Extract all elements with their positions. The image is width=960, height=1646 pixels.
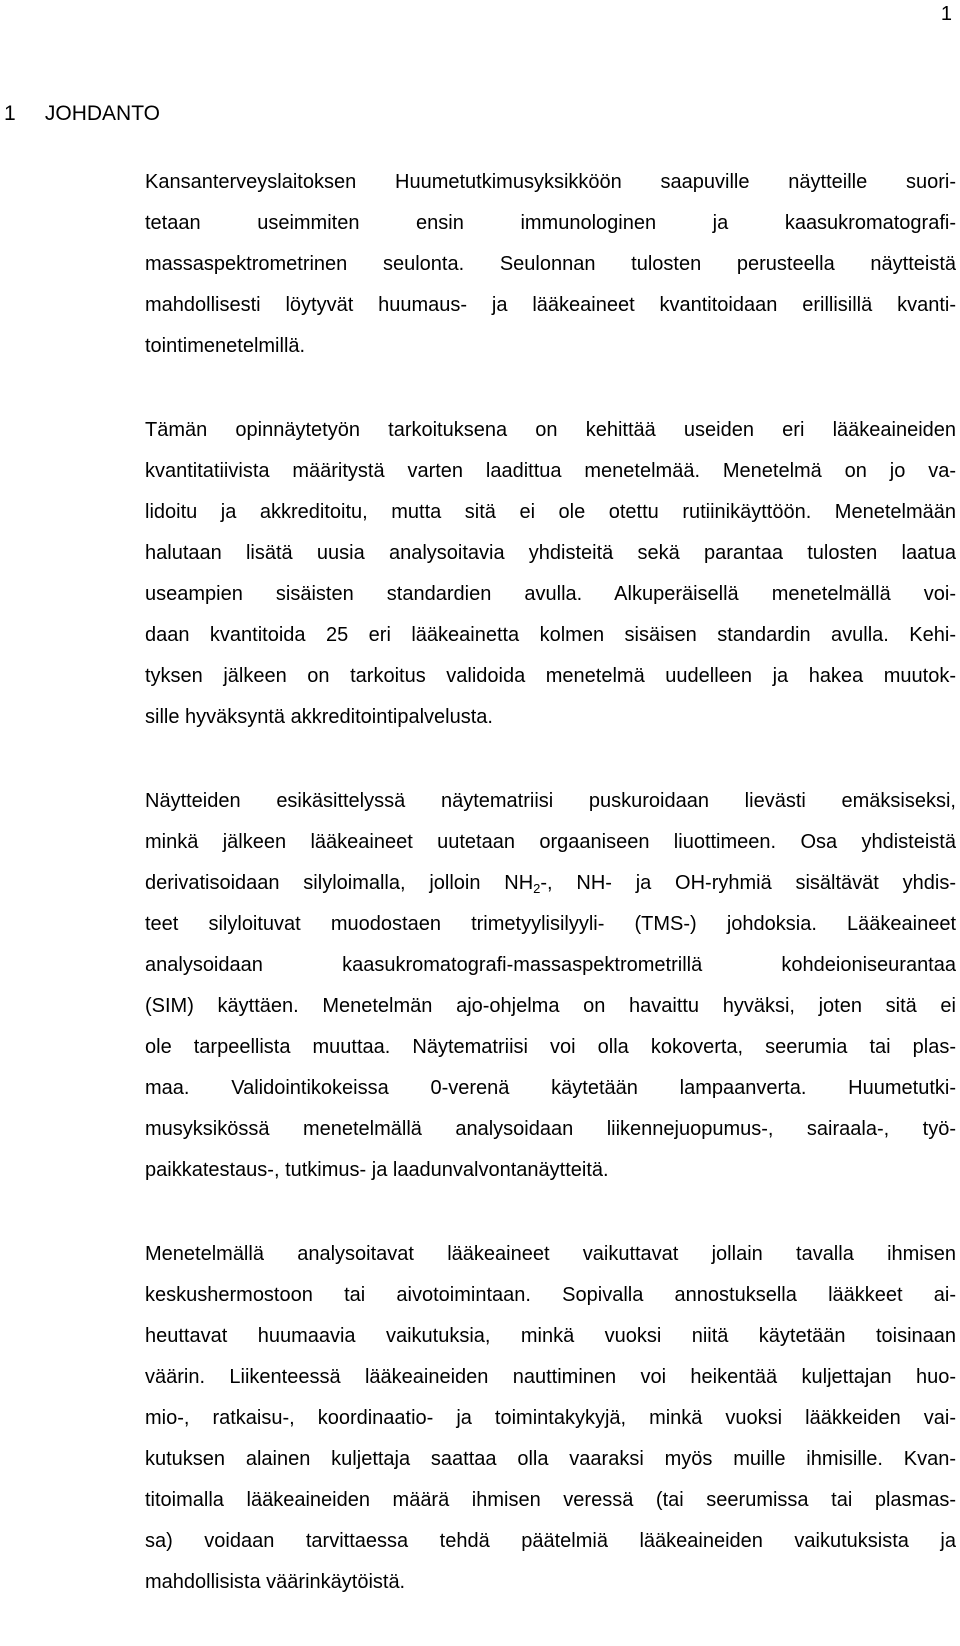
text-line-with-formula bbox=[145, 863, 956, 904]
text-line: maa. Validointikokeissa 0-verenä käytetään lampaanverta. Huumetutki- bbox=[145, 1077, 956, 1099]
chapter-title: JOHDANTO bbox=[44, 102, 160, 125]
text-line: kvantitatiivista määritystä varten laadittua menetelmää. Menetelmä on jo va- bbox=[145, 460, 956, 482]
paragraph-2 bbox=[145, 410, 956, 738]
text-line: halutaan lisätä uusia analysoitavia yhdisteitä sekä parantaa tulosten laatua bbox=[145, 542, 956, 564]
body-text bbox=[145, 162, 956, 1646]
text-line: sille hyväksyntä akkreditointipalvelusta. bbox=[145, 706, 493, 728]
paragraph-4 bbox=[145, 1234, 956, 1603]
text-line: musyksikössä menetelmällä analysoidaan liikennejuopumus-, sairaala-, työ- bbox=[145, 1118, 956, 1140]
subscript: 2 bbox=[533, 881, 541, 896]
text-line: titoimalla lääkeaineiden määrä ihmisen veressä (tai seerumissa tai plasmas- bbox=[145, 1489, 956, 1511]
text-line: paikkatestaus-, tutkimus- ja laadunvalvontanäytteitä. bbox=[145, 1159, 609, 1181]
chapter-number: 1 bbox=[4, 102, 16, 125]
text-line: mahdollisesti löytyvät huumaus- ja lääkeaineet kvantitoidaan erillisillä kvanti- bbox=[145, 294, 956, 316]
text-line: (SIM) käyttäen. Menetelmän ajo-ohjelma on havaittu hyväksi, joten sitä ei bbox=[145, 995, 956, 1017]
text-line: useampien sisäisten standardien avulla. Alkuperäisellä menetelmällä voi- bbox=[145, 583, 956, 605]
text-line: Menetelmällä analysoitavat lääkeaineet vaikuttavat jollain tavalla ihmisen bbox=[145, 1243, 956, 1265]
text-line: teet silyloituvat muodostaen trimetyylisilyyli- (TMS-) johdoksia. Lääkeaineet bbox=[145, 913, 956, 935]
text-line: massaspektrometrinen seulonta. Seulonnan tulosten perusteella näytteistä bbox=[145, 253, 956, 275]
text-line: väärin. Liikenteessä lääkeaineiden nauttiminen voi heikentää kuljettajan huo- bbox=[145, 1366, 956, 1388]
text-line: analysoidaan kaasukromatografi-massaspektrometrillä kohdeioniseurantaa bbox=[145, 954, 956, 976]
text-line: heuttavat huumaavia vaikutuksia, minkä vuoksi niitä käytetään toisinaan bbox=[145, 1325, 956, 1347]
text-segment: derivatisoidaan silyloimalla, jolloin NH bbox=[145, 872, 534, 894]
chapter-heading bbox=[4, 100, 160, 128]
text-line: sa) voidaan tarvittaessa tehdä päätelmiä lääkeaineiden vaikutuksista ja bbox=[145, 1530, 956, 1552]
text-line: tointimenetelmillä. bbox=[145, 335, 306, 357]
text-line: mio-, ratkaisu-, koordinaatio- ja toimintakykyjä, minkä vuoksi lääkkeiden vai- bbox=[145, 1407, 956, 1429]
page-number: 1 bbox=[940, 3, 952, 25]
text-line: tetaan useimmiten ensin immunologinen ja kaasukromatografi- bbox=[145, 212, 956, 234]
text-line: lidoitu ja akkreditoitu, mutta sitä ei ole otettu rutiinikäyttöön. Menetelmään bbox=[145, 501, 956, 523]
text-line: kutuksen alainen kuljettaja saattaa olla vaaraksi myös muille ihmisille. Kvan- bbox=[145, 1448, 956, 1470]
text-line: tyksen jälkeen on tarkoitus validoida menetelmä uudelleen ja hakea muutok- bbox=[145, 665, 956, 687]
text-segment: -, NH- ja OH-ryhmiä sisältävät yhdis- bbox=[540, 872, 956, 894]
text-line: Kansanterveyslaitoksen Huumetutkimusyksikköön saapuville näytteille suori- bbox=[145, 171, 956, 193]
text-line: Tämän opinnäytetyön tarkoituksena on kehittää useiden eri lääkeaineiden bbox=[145, 419, 956, 441]
text-line: Näytteiden esikäsittelyssä näytematriisi puskuroidaan lievästi emäksiseksi, bbox=[145, 790, 956, 812]
text-line: minkä jälkeen lääkeaineet uutetaan orgaaniseen liuottimeen. Osa yhdisteistä bbox=[145, 831, 956, 853]
text-line: ole tarpeellista muuttaa. Näytematriisi voi olla kokoverta, seerumia tai plas- bbox=[145, 1036, 956, 1058]
text-line: mahdollisista väärinkäytöistä. bbox=[145, 1571, 406, 1593]
text-line: daan kvantitoida 25 eri lääkeainetta kolmen sisäisen standardin avulla. Kehi- bbox=[145, 624, 956, 646]
paragraph-1 bbox=[145, 162, 956, 367]
paragraph-3 bbox=[145, 781, 956, 1191]
text-line: keskushermostoon tai aivotoimintaan. Sopivalla annostuksella lääkkeet ai- bbox=[145, 1284, 956, 1306]
